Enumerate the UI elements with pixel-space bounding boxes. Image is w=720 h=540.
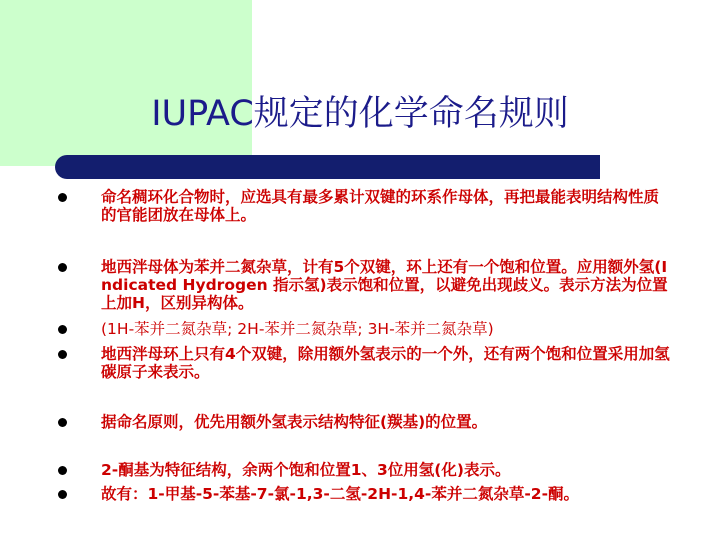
bullet-dot xyxy=(58,263,67,272)
bullet-text: 命名稠环化合物时，应选具有最多累计双键的环系作母体，再把最能表明结构性质的官能团放在母体上。 xyxy=(101,188,660,224)
bullet-dot xyxy=(58,418,67,427)
bullet-text: 地西泮母环上只有4个双键，除用额外氢表示的一个外，还有两个饱和位置采用加氢碳原子来表示。 xyxy=(101,345,670,381)
bullet-text: 故有：1-甲基-5-苯基-7-氯-1,3-二氢-2H-1,4-苯并二氮杂草-2-酮。 xyxy=(101,485,580,503)
bullet-text: 据命名原则，优先用额外氢表示结构特征(羰基)的位置。 xyxy=(101,413,488,431)
bullet-dot xyxy=(58,325,67,334)
bullet-dot xyxy=(58,490,67,499)
slide-title: IUPAC规定的化学命名规则 xyxy=(151,94,569,134)
bullet-text: 地西泮母体为苯并二氮杂草，计有5个双键，环上还有一个饱和位置。应用额外氢(Indicated Hydrogen 指示氢)表示饱和位置，以避免出现歧义。表示方法为位置上加H，区别异构体。 xyxy=(101,258,668,312)
bullet-dot xyxy=(58,466,67,475)
bullet-dot xyxy=(58,193,67,202)
bullet-text: (1H-苯并二氮杂草; 2H-苯并二氮杂草; 3H-苯并二氮杂草) xyxy=(101,320,494,338)
bullet-text: 2-酮基为特征结构，余两个饱和位置1、3位用氢(化)表示。 xyxy=(101,461,511,479)
bullet-dot xyxy=(58,350,67,359)
